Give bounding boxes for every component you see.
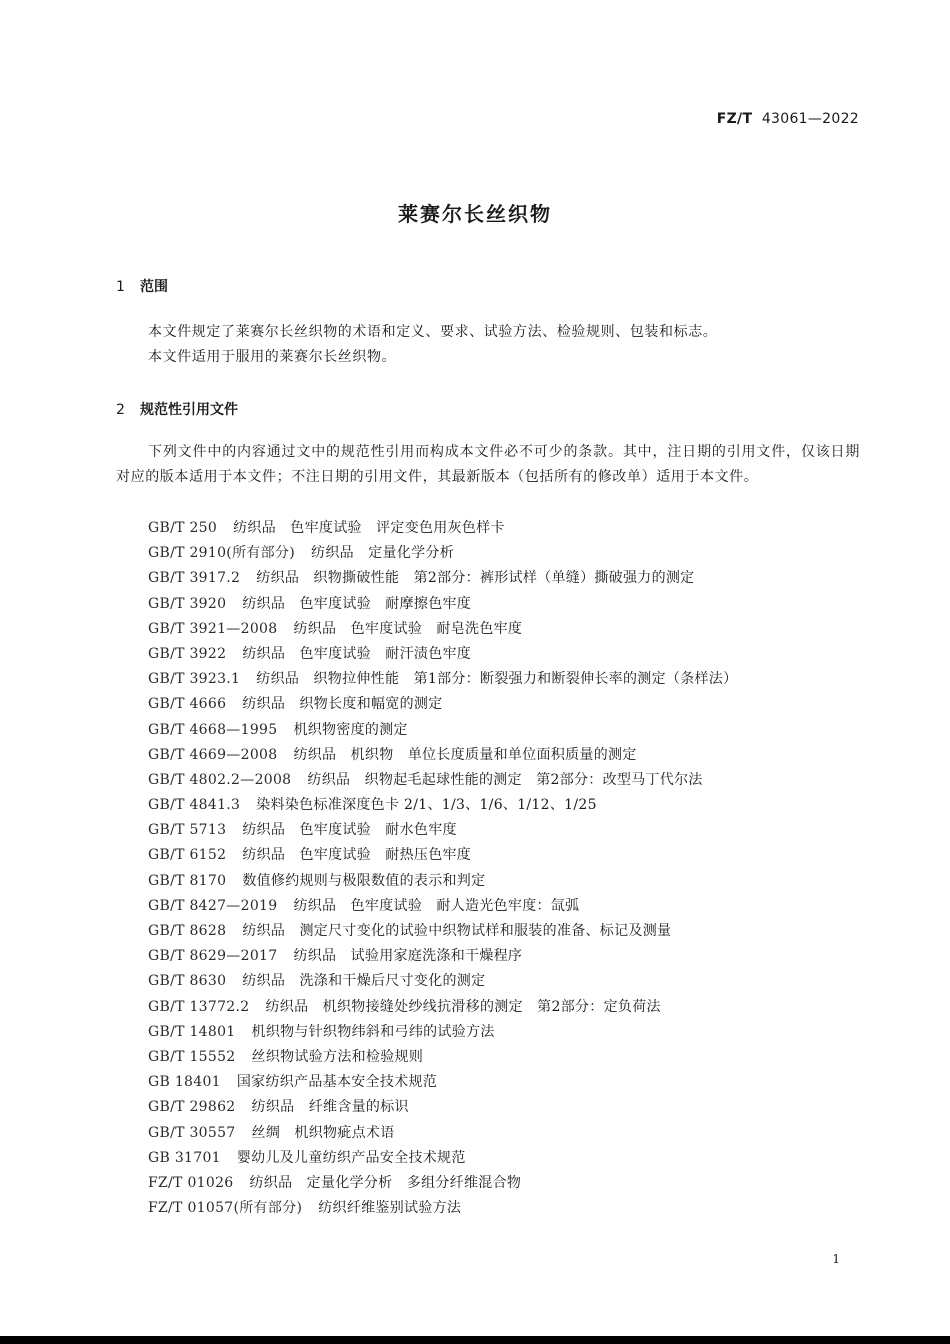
reference-item <box>148 667 737 692</box>
reference-code: GB/T 5713 <box>148 822 227 839</box>
reference-code: GB/T 4841.3 <box>148 797 241 814</box>
reference-item <box>148 1020 737 1045</box>
reference-item <box>148 1095 737 1120</box>
reference-code: GB/T 8170 <box>148 872 227 889</box>
reference-title: 丝织物试验方法和检验规则 <box>251 1048 424 1065</box>
reference-title: 纺织品 色牢度试验 耐水色牢度 <box>242 822 457 839</box>
reference-title: 纺织品 织物起毛起球性能的测定 第2部分：改型马丁代尔法 <box>307 771 703 788</box>
reference-title: 纺织品 定量化学分析 <box>311 545 455 562</box>
reference-code: GB/T 4668—1995 <box>148 721 278 738</box>
reference-item <box>148 768 737 793</box>
page-number: 1 <box>832 1252 840 1266</box>
reference-code: GB/T 29862 <box>148 1099 236 1116</box>
reference-title: 纺织品 织物撕破性能 第2部分：裤形试样（单缝）撕破强力的测定 <box>256 570 695 587</box>
reference-code: GB/T 3921—2008 <box>148 620 278 637</box>
reference-item <box>148 944 737 969</box>
standard-code-prefix: FZ/T <box>716 111 753 127</box>
reference-item <box>148 894 737 919</box>
reference-title: 纺织品 色牢度试验 耐摩擦色牢度 <box>242 595 472 612</box>
reference-code: GB/T 3917.2 <box>148 570 241 587</box>
reference-item <box>148 995 737 1020</box>
reference-code: GB/T 6152 <box>148 847 227 864</box>
reference-code: GB 18401 <box>148 1074 221 1091</box>
standard-code-number: 43061—2022 <box>761 111 859 127</box>
document-title: 莱赛尔长丝织物 <box>398 202 552 226</box>
reference-item <box>148 718 737 743</box>
reference-item <box>148 541 737 566</box>
references-intro-paragraph: 下列文件中的内容通过文中的规范性引用而构成本文件必不可少的条款。其中，注日期的引用文件，仅该日期对应的版本适用于本文件；不注日期的引用文件，其最新版本（包括所有的修改单）适用于本文件。 <box>116 444 860 485</box>
reference-title: 纺织品 定量化学分析 多组分纤维混合物 <box>249 1174 522 1191</box>
section-title: 范围 <box>140 279 168 295</box>
reference-item <box>148 566 737 591</box>
reference-code: GB/T 30557 <box>148 1124 236 1141</box>
section-number: 2 <box>116 402 125 418</box>
scope-paragraph-2: 本文件适用于服用的莱赛尔长丝织物。 <box>148 349 397 365</box>
reference-code: GB 31701 <box>148 1149 221 1166</box>
reference-code: GB/T 15552 <box>148 1048 236 1065</box>
standard-code-header <box>717 111 859 127</box>
reference-item <box>148 1171 737 1196</box>
reference-code: GB/T 3920 <box>148 595 227 612</box>
reference-item <box>148 592 737 617</box>
reference-item <box>148 1196 737 1221</box>
section-heading-scope <box>116 276 168 296</box>
reference-item <box>148 1121 737 1146</box>
reference-title: 纺织品 色牢度试验 耐皂洗色牢度 <box>293 620 523 637</box>
reference-code: GB/T 3923.1 <box>148 671 241 688</box>
reference-list <box>148 516 737 1221</box>
reference-code: GB/T 4802.2—2008 <box>148 771 292 788</box>
reference-item <box>148 642 737 667</box>
reference-title: 染料染色标准深度色卡 2/1、1/3、1/6、1/12、1/25 <box>256 797 597 814</box>
reference-code: GB/T 4666 <box>148 696 227 713</box>
reference-title: 国家纺织产品基本安全技术规范 <box>236 1074 438 1091</box>
page-bottom-border <box>0 1336 950 1344</box>
reference-code: FZ/T 01026 <box>148 1174 234 1191</box>
reference-code: GB/T 3922 <box>148 645 227 662</box>
reference-title: 纺织品 织物拉伸性能 第1部分：断裂强力和断裂伸长率的测定（条样法） <box>256 671 738 688</box>
reference-code: GB/T 8630 <box>148 973 227 990</box>
reference-code: GB/T 2910(所有部分) <box>148 545 296 562</box>
reference-code: GB/T 250 <box>148 520 218 536</box>
reference-item <box>148 869 737 894</box>
reference-code: GB/T 14801 <box>148 1023 236 1040</box>
reference-title: 纺织品 色牢度试验 耐热压色牢度 <box>242 847 472 864</box>
reference-title: 纺织品 纤维含量的标识 <box>251 1099 409 1116</box>
reference-item <box>148 1045 737 1070</box>
reference-item <box>148 818 737 843</box>
scope-paragraph-1: 本文件规定了莱赛尔长丝织物的术语和定义、要求、试验方法、检验规则、包装和标志。 <box>148 324 718 340</box>
reference-item <box>148 919 737 944</box>
reference-item <box>148 743 737 768</box>
reference-code: GB/T 13772.2 <box>148 998 250 1015</box>
reference-title: 纺织品 机织物 单位长度质量和单位面积质量的测定 <box>293 746 637 763</box>
reference-item <box>148 1146 737 1171</box>
reference-title: 纺织品 色牢度试验 评定变色用灰色样卡 <box>233 520 505 536</box>
reference-code: GB/T 8629—2017 <box>148 948 278 965</box>
reference-code: GB/T 8628 <box>148 923 227 939</box>
reference-item <box>148 843 737 868</box>
reference-item <box>148 617 737 642</box>
reference-title: 婴幼儿及儿童纺织产品安全技术规范 <box>236 1149 466 1166</box>
reference-title: 纺织品 织物长度和幅宽的测定 <box>242 696 443 713</box>
reference-title: 纺织品 机织物接缝处纱线抗滑移的测定 第2部分：定负荷法 <box>265 998 661 1015</box>
section-number: 1 <box>116 279 125 295</box>
reference-item <box>148 1070 737 1095</box>
reference-code: GB/T 4669—2008 <box>148 746 278 763</box>
reference-title: 纺织品 色牢度试验 耐汗渍色牢度 <box>242 645 472 662</box>
section-title: 规范性引用文件 <box>140 402 238 418</box>
reference-title: 纺织品 试验用家庭洗涤和干燥程序 <box>293 948 523 965</box>
reference-title: 纺织纤维鉴别试验方法 <box>318 1200 462 1217</box>
reference-title: 机织物密度的测定 <box>293 721 408 738</box>
reference-title: 数值修约规则与极限数值的表示和判定 <box>242 872 486 889</box>
reference-item <box>148 692 737 717</box>
reference-title: 纺织品 测定尺寸变化的试验中织物试样和服装的准备、标记及测量 <box>242 923 672 939</box>
reference-code: FZ/T 01057(所有部分) <box>148 1200 303 1217</box>
section-heading-normative-references <box>116 399 238 419</box>
reference-code: GB/T 8427—2019 <box>148 897 278 914</box>
reference-title: 机织物与针织物纬斜和弓纬的试验方法 <box>251 1023 495 1040</box>
reference-title: 纺织品 洗涤和干燥后尺寸变化的测定 <box>242 973 486 990</box>
reference-item <box>148 793 737 818</box>
reference-title: 纺织品 色牢度试验 耐人造光色牢度：氙弧 <box>293 897 580 914</box>
reference-title: 丝绸 机织物疵点术语 <box>251 1124 395 1141</box>
reference-item <box>148 516 737 541</box>
reference-item <box>148 969 737 994</box>
